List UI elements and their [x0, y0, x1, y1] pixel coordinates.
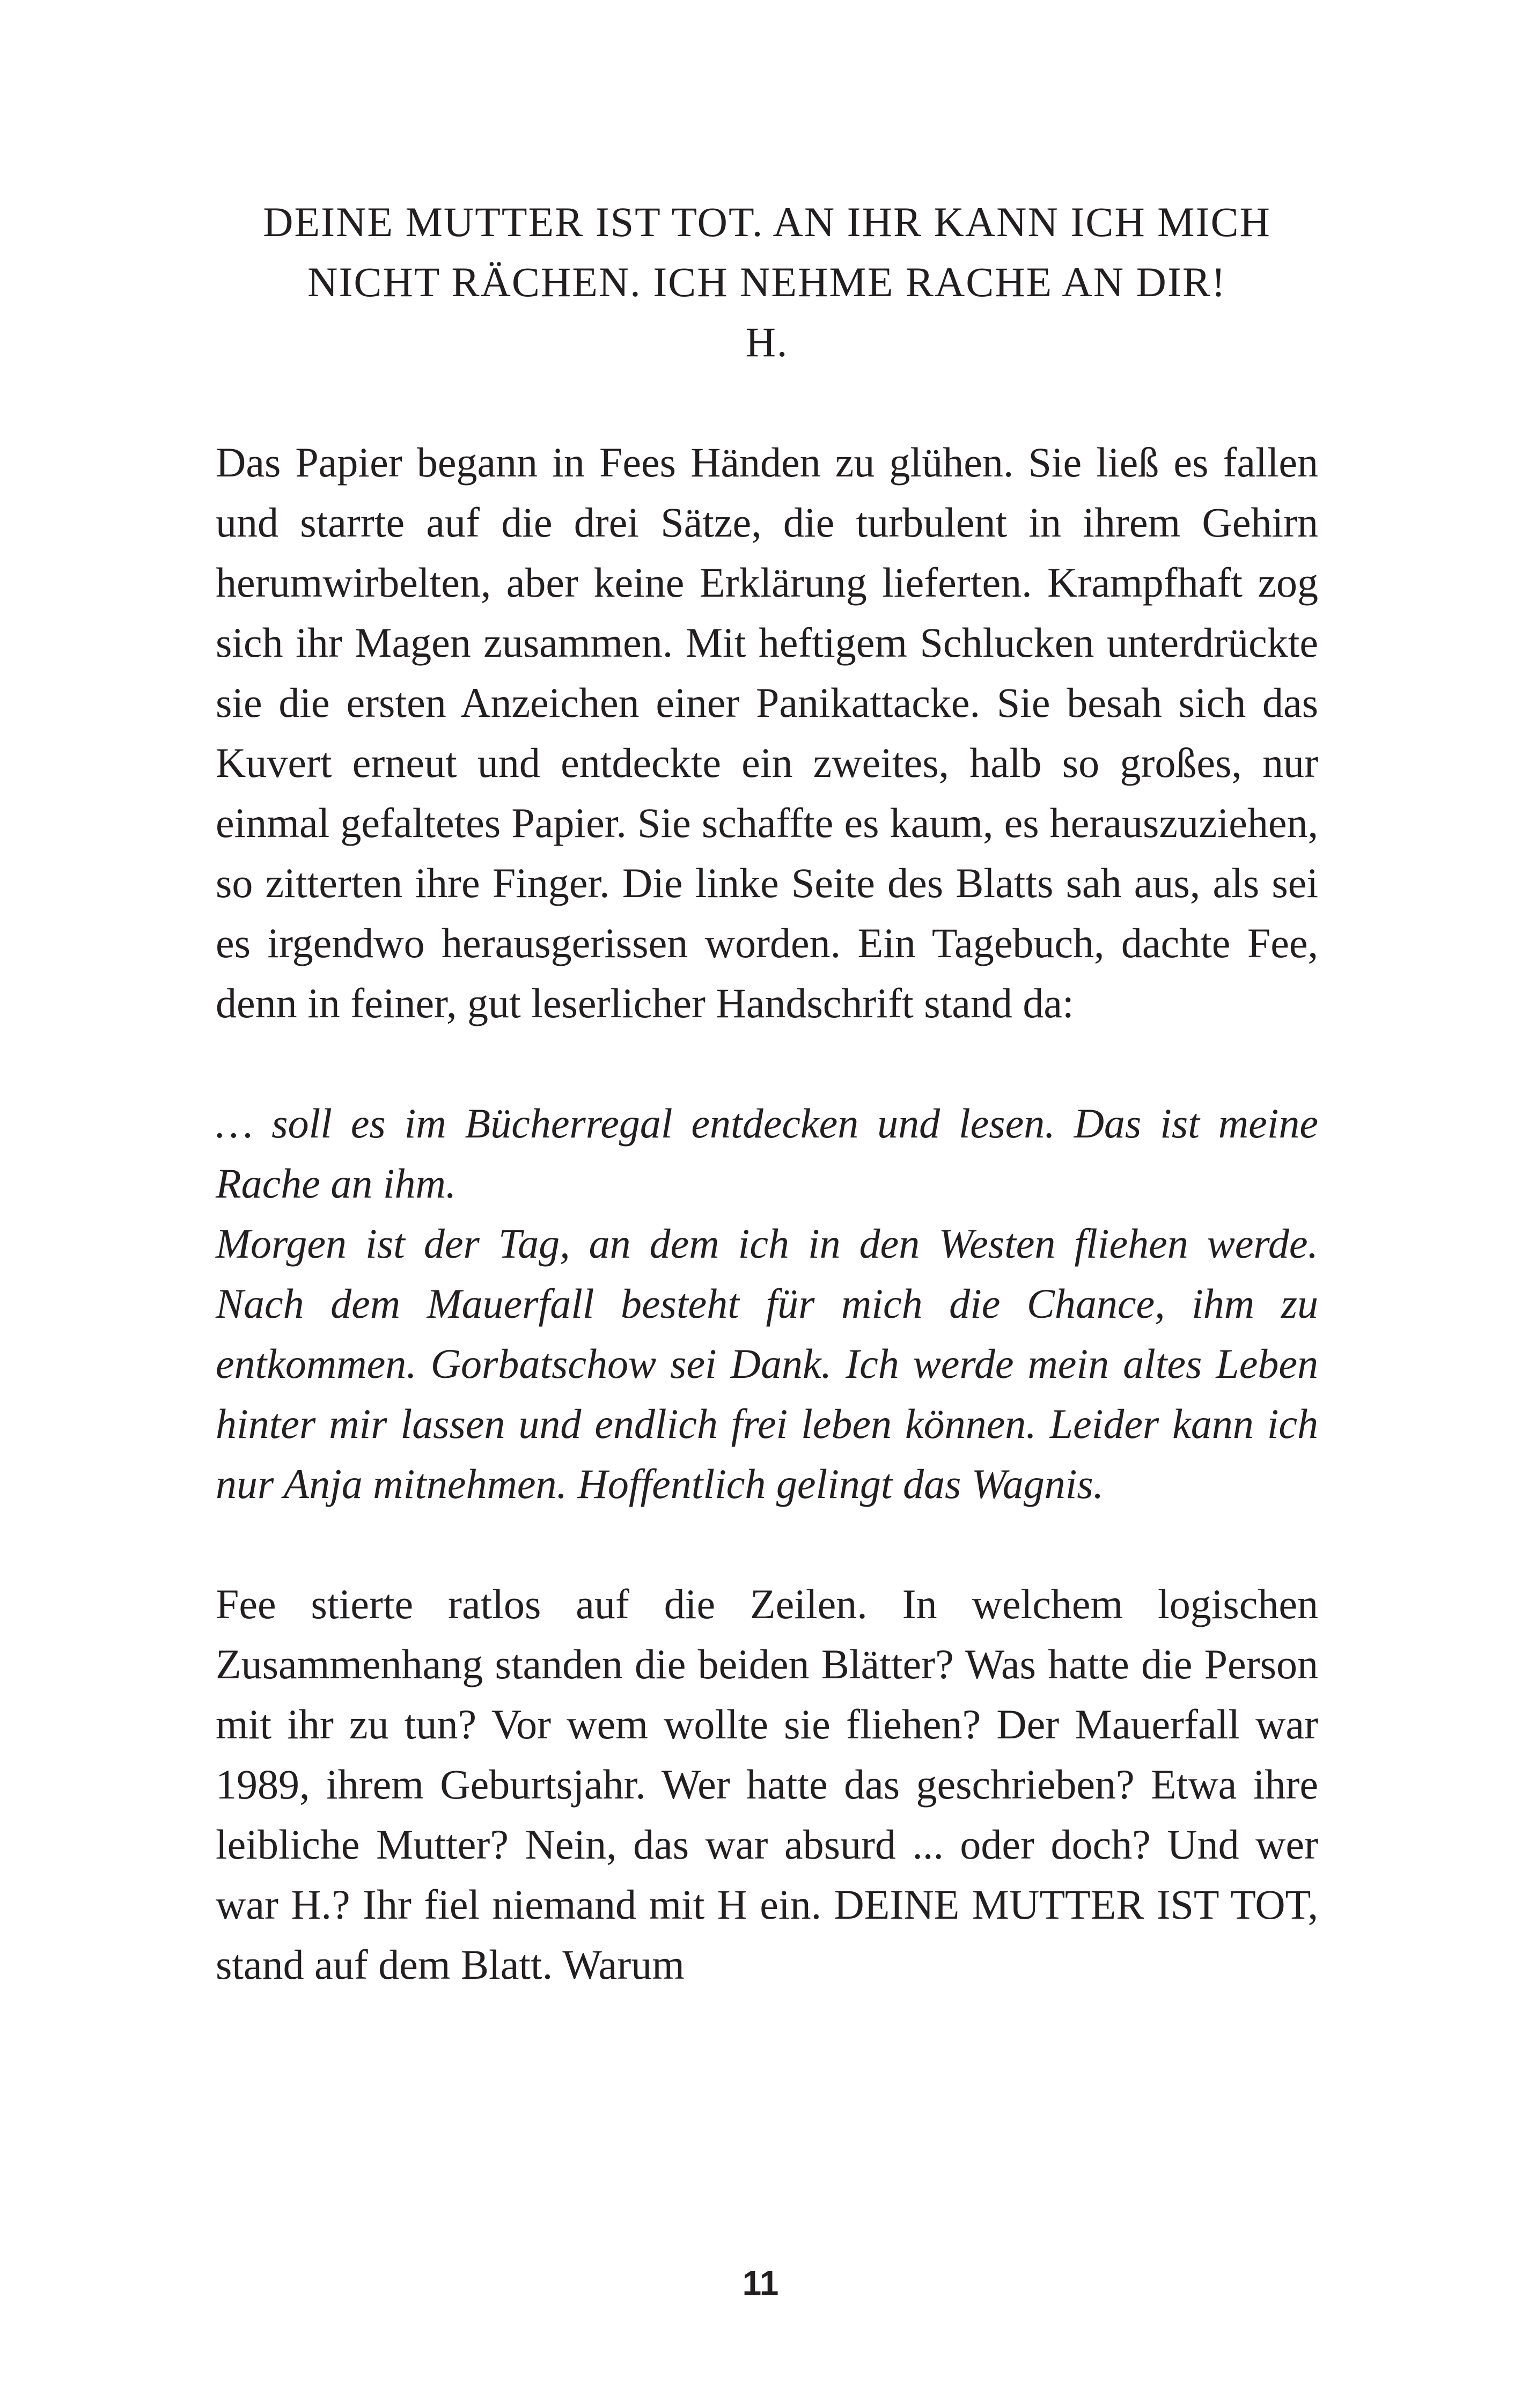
diary-excerpt — [216, 1093, 1318, 1514]
heading-line-1: DEINE MUTTER IST TOT. AN IHR KANN ICH MICH — [263, 199, 1271, 245]
paragraph-1: Das Papier begann in Fees Händen zu glühen. Sie ließ es fallen und starrte auf die drei Sätze, die turbulent in ihrem Gehirn herumwirbelten, aber keine Erklärung lieferten. Krampfhaft zog sich ihr Magen zusammen. Mit heftigem Schlucken unterdrückte sie die ersten Anzeichen einer Panikattacke. Sie besah sich das Kuvert erneut und entdeckte ein zweites, halb so großes, nur einmal gefaltetes Papier. Sie schaffte es kaum, es herauszuziehen, so zitterten ihre Finger. Die linke Seite des Blatts sah aus, als sei es irgendwo herausgerissen worden. Ein Tagebuch, dachte Fee, denn in feiner, gut leserlicher Handschrift stand da: — [216, 439, 1318, 1026]
book-page — [216, 192, 1318, 1995]
page-number: 11 — [742, 2264, 779, 2302]
heading-signature: H. — [745, 319, 789, 365]
letter-heading — [216, 192, 1318, 372]
heading-line-2: NICHT RÄCHEN. ICH NEHME RACHE AN DIR! — [307, 259, 1226, 305]
diary-excerpt-part-2: Morgen ist der Tag, an dem ich in den Westen fliehen werde. Nach dem Mauerfall besteht für mich die Chance, ihm zu entkommen. Gorbatschow sei Dank. Ich werde mein altes Leben hinter mir lassen und endlich frei leben können. Leider kann ich nur Anja mitnehmen. Hoffentlich gelingt das Wagnis. — [216, 1220, 1318, 1507]
paragraph-2: Fee stierte ratlos auf die Zeilen. In welchem logischen Zusammenhang standen die beiden Blätter? Was hatte die Person mit ihr zu tun? Vor wem wollte sie fliehen? Der Mauerfall war 1989, ihrem Geburtsjahr. Wer hatte das geschrieben? Etwa ihre leibliche Mutter? Nein, das war absurd ... oder doch? Und wer war H.? Ihr fiel niemand mit H ein. DEINE MUTTER IST TOT, stand auf dem Blatt. Warum — [216, 1581, 1318, 1988]
diary-excerpt-part-1: … soll es im Bücherregal entdecken und lesen. Das ist meine Rache an ihm. — [216, 1100, 1318, 1207]
